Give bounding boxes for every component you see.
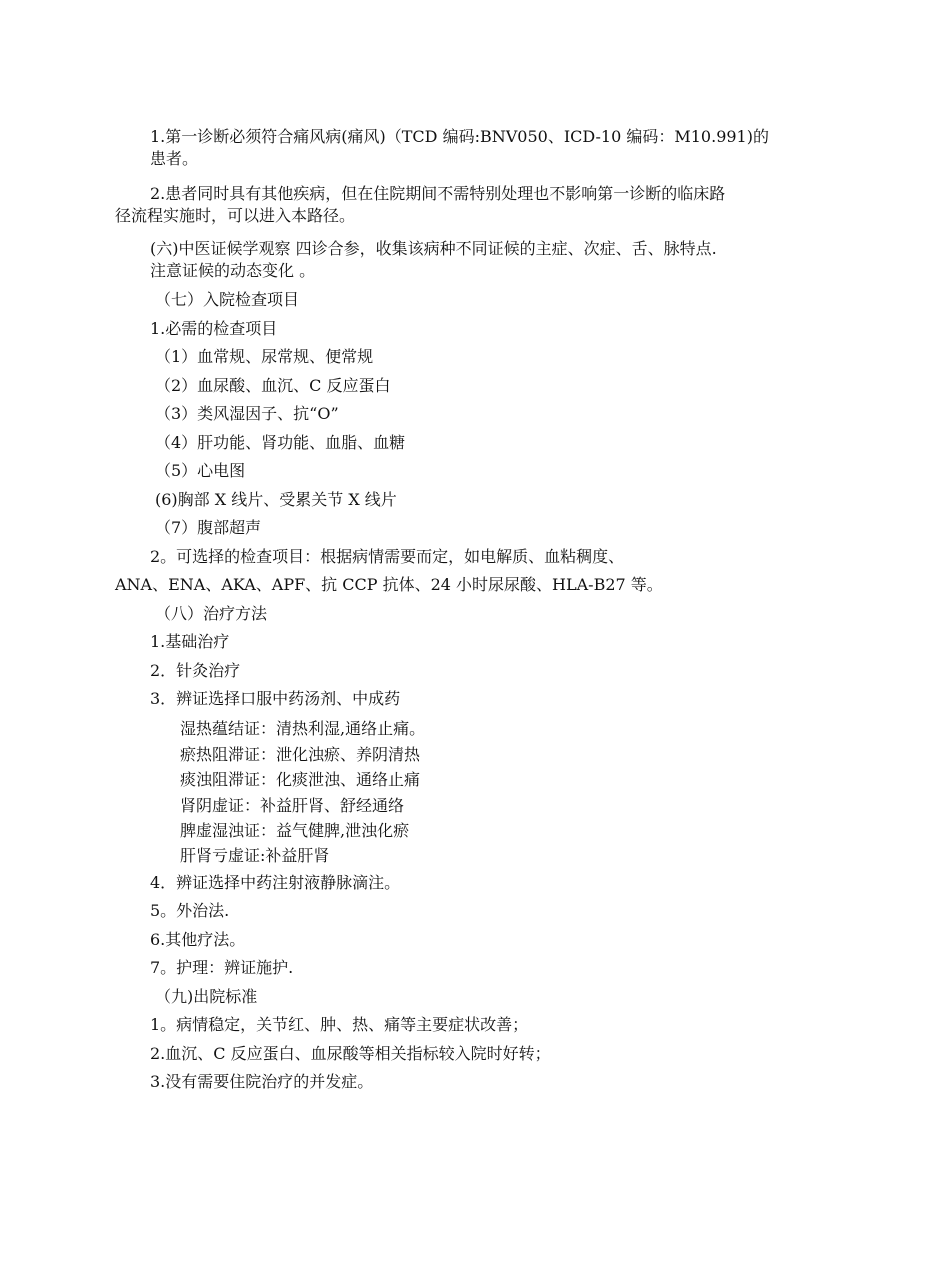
section-heading: （九)出院标准 (155, 987, 258, 1006)
text-line: 3．辨证选择口服中药汤剂、中成药 (150, 689, 401, 708)
text-line: 3.没有需要住院治疗的并发症。 (150, 1072, 374, 1091)
list-item: （2）血尿酸、血沉、C 反应蛋白 (155, 376, 391, 395)
text-line: 2。可选择的检查项目：根据病情需要而定，如电解质、血粘稠度、 (150, 547, 625, 566)
text-line: 患者。 (150, 149, 199, 168)
text-line: 6.其他疗法。 (150, 930, 246, 949)
syndrome-line: 肾阴虚证：补益肝肾、舒经通络 (180, 796, 405, 815)
list-item: （5）心电图 (155, 461, 246, 480)
syndrome-line: 瘀热阻滞证：泄化浊瘀、养阴清热 (180, 745, 421, 764)
text-line: 1.第一诊断必须符合痛风病(痛风)（TCD 编码:BNV050、ICD-10 编码：M10.991)的 (150, 127, 769, 146)
text-line: ANA、ENA、AKA、APF、抗 CCP 抗体、24 小时尿尿酸、HLA-B27 等。 (115, 575, 663, 594)
syndrome-line: 痰浊阻滞证：化痰泄浊、通络止痛 (180, 770, 421, 789)
section-heading: （八）治疗方法 (155, 604, 268, 623)
text-line: 5。外治法. (150, 901, 230, 920)
section-heading: （七）入院检查项目 (155, 290, 300, 309)
list-item: （3）类风湿因子、抗“O” (155, 404, 339, 423)
text-line: 1.基础治疗 (150, 632, 230, 651)
list-item: （1）血常规、尿常规、便常规 (155, 347, 374, 366)
text-line: 2.血沉、C 反应蛋白、血尿酸等相关指标较入院时好转； (150, 1044, 551, 1063)
syndrome-line: 湿热蕴结证：清热利湿,通络止痛。 (180, 719, 426, 738)
text-line: 2．针灸治疗 (150, 661, 241, 680)
syndrome-line: 肝肾亏虚证:补益肝肾 (180, 846, 330, 865)
syndrome-line: 脾虚湿浊证：益气健脾,泄浊化瘀 (180, 821, 410, 840)
list-item: （7）腹部超声 (155, 518, 262, 537)
text-line: 径流程实施时，可以进入本路径。 (115, 206, 356, 225)
text-line: 1。病情稳定，关节红、肿、热、痛等主要症状改善； (150, 1015, 529, 1034)
text-line: 7。护理：辨证施护. (150, 958, 294, 977)
list-item: (6)胸部 X 线片、受累关节 X 线片 (155, 490, 397, 509)
list-item: （4）肝功能、肾功能、血脂、血糖 (155, 433, 406, 452)
text-line: 1.必需的检查项目 (150, 319, 278, 338)
text-line: 2.患者同时具有其他疾病，但在住院期间不需特别处理也不影响第一诊断的临床路 (150, 184, 726, 203)
text-line: (六)中医证候学观察 四诊合参，收集该病种不同证候的主症、次症、舌、脉特点. (150, 239, 717, 258)
text-line: 注意证候的动态变化 。 (150, 261, 316, 280)
text-line: 4．辨证选择中药注射液静脉滴注。 (150, 873, 401, 892)
